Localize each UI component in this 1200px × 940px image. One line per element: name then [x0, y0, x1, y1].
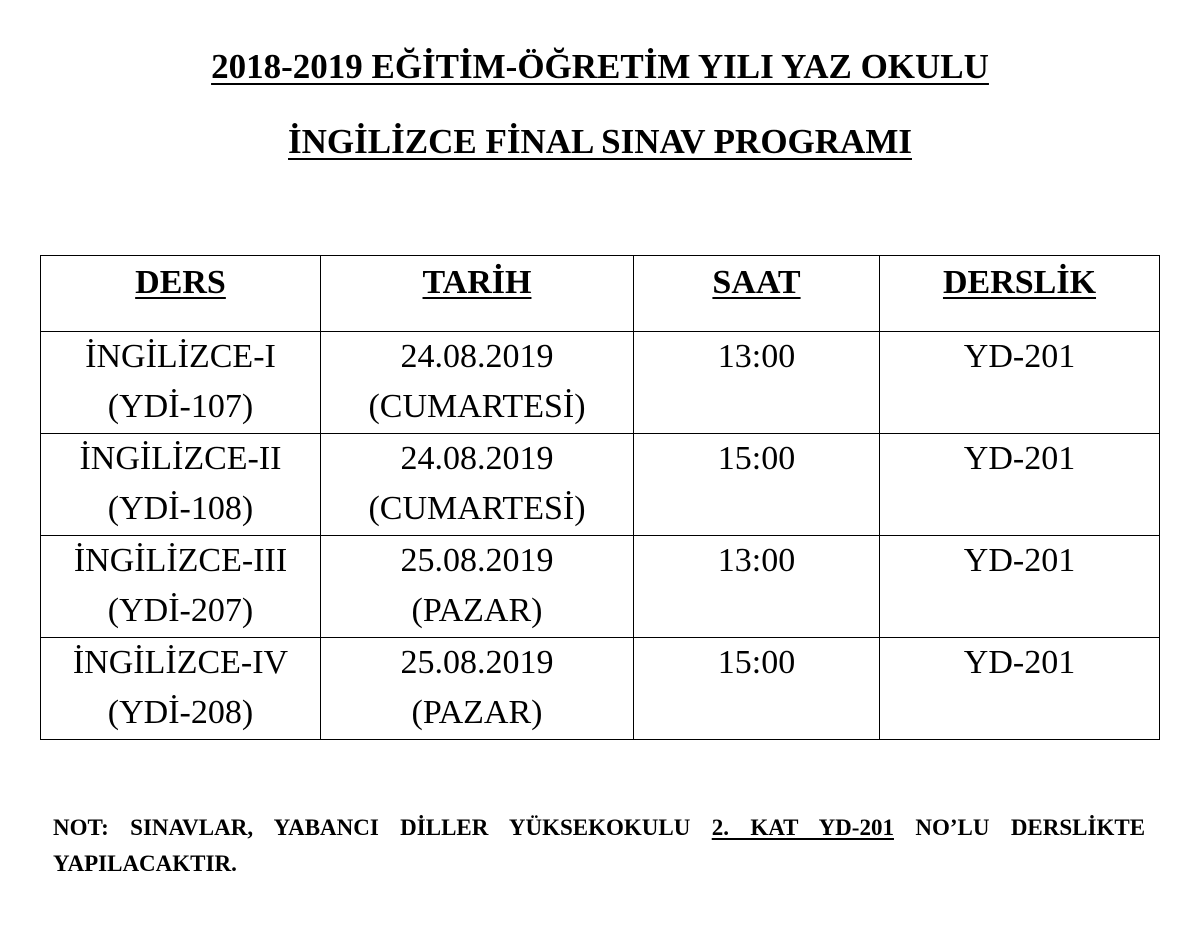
date-cell [321, 638, 634, 740]
note-prefix: NOT: SINAVLAR, YABANCI DİLLER YÜKSEKOKULU [53, 815, 691, 840]
exam-schedule-table [40, 255, 1160, 740]
exam-room: YD-201 [963, 440, 1076, 477]
exam-day: (CUMARTESİ) [368, 388, 586, 425]
course-name: İNGİLİZCE-II [79, 440, 282, 477]
table-row [41, 434, 1160, 536]
exam-room: YD-201 [963, 644, 1076, 681]
course-cell [41, 332, 321, 434]
time-cell [634, 536, 880, 638]
room-cell [880, 434, 1160, 536]
column-header-course: DERS [41, 256, 321, 332]
exam-day: (PAZAR) [411, 592, 543, 629]
table-row [41, 638, 1160, 740]
course-name: İNGİLİZCE-III [73, 542, 288, 579]
note-location-highlight: 2. KAT YD-201 [711, 815, 894, 840]
document-title-line2: İNGİLİZCE FİNAL SINAV PROGRAMI [288, 122, 912, 161]
column-header-date: TARİH [321, 256, 634, 332]
room-cell [880, 638, 1160, 740]
date-cell [321, 332, 634, 434]
table-row [41, 536, 1160, 638]
date-cell [321, 434, 634, 536]
exam-day: (CUMARTESİ) [368, 490, 586, 527]
exam-day: (PAZAR) [411, 694, 543, 731]
room-cell [880, 332, 1160, 434]
table-row [41, 332, 1160, 434]
note-suffix: NO’LU DERSLİKTE YAPILACAKTIR. [53, 815, 1146, 876]
course-code: (YDİ-108) [107, 490, 254, 527]
room-cell [880, 536, 1160, 638]
exam-date: 24.08.2019 [400, 440, 554, 477]
exam-room: YD-201 [963, 338, 1076, 375]
time-cell [634, 332, 880, 434]
course-cell [41, 536, 321, 638]
course-cell [41, 638, 321, 740]
column-header-time: SAAT [634, 256, 880, 332]
time-cell [634, 434, 880, 536]
column-header-room: DERSLİK [880, 256, 1160, 332]
course-code: (YDİ-207) [107, 592, 254, 629]
course-name: İNGİLİZCE-I [85, 338, 276, 375]
course-code: (YDİ-208) [107, 694, 254, 731]
exam-date: 24.08.2019 [400, 338, 554, 375]
exam-date: 25.08.2019 [400, 542, 554, 579]
exam-location-note [53, 810, 1145, 882]
exam-date: 25.08.2019 [400, 644, 554, 681]
date-cell [321, 536, 634, 638]
exam-room: YD-201 [963, 542, 1076, 579]
exam-time: 15:00 [717, 644, 796, 681]
course-code: (YDİ-107) [107, 388, 254, 425]
exam-time: 13:00 [717, 542, 796, 579]
exam-time: 15:00 [717, 440, 796, 477]
document-title-line1: 2018-2019 EĞİTİM-ÖĞRETİM YILI YAZ OKULU [211, 47, 989, 86]
course-cell [41, 434, 321, 536]
table-header-row [41, 256, 1160, 332]
time-cell [634, 638, 880, 740]
course-name: İNGİLİZCE-IV [72, 644, 289, 681]
exam-time: 13:00 [717, 338, 796, 375]
